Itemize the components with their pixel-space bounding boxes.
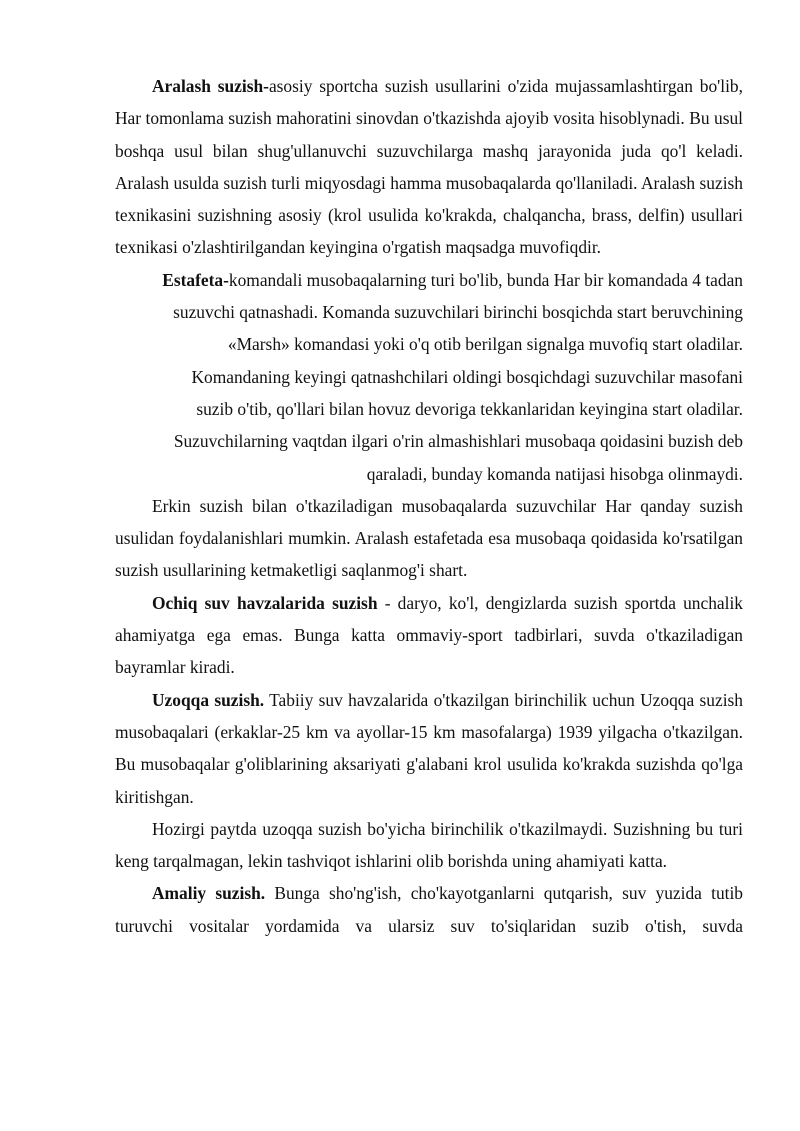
estafeta-line: Komandaning keyingi qatnashchilari oldingi bosqichdagi suzuvchilar masofani [191,366,743,387]
paragraph-text: Tabiiy suv havzalarida o'tkazilgan birinchilik uchun Uzoqqa suzish musobaqalari (erkaklar-25 km va ayollar-15 km masofalarga) 1939 yilgacha o'tkazilgan. Bu musobaqalar g'oliblarining aksariyati g'alabani krol usulida ko'krakda suzishda qo'lga kiritishgan. [115,689,744,807]
paragraph-estafeta [115,264,743,490]
term-estafeta: Estafeta- [162,269,229,290]
paragraph-text: Hozirgi paytda uzoqqa suzish bo'yicha birinchilik o'tkazilmaydi. Suzishning bu turi keng tarqalmagan, lekin tashviqot ishlarini olib borishda uning ahamiyati katta. [115,818,743,872]
paragraph-text: Erkin suzish bilan o'tkaziladigan musobaqalarda suzuvchilar Har qanday suzish usulidan foydalanishlari mumkin. Aralash estafetada esa musobaqa qoidasida ko'rsatilgan suzish usullarining ketmaketligi saqlanmog'i shart. [115,495,743,581]
term-uzoqqa-suzish: Uzoqqa suzish. [152,689,265,710]
estafeta-line: «Marsh» komandasi yoki o'q otib berilgan signalga muvofiq start oladilar. [227,334,743,355]
term-amaliy-suzish: Amaliy suzish. [152,883,266,904]
estafeta-line: Suzuvchilarning vaqtdan ilgari o'rin almashishlari musobaqa qoidasini buzish deb [173,431,743,452]
paragraph-text: Bunga sho'ng'ish, cho'kayotganlarni qutqarish, suv yuzida tutib turuvchi vositalar yordamida va ularsiz suv to'siqlaridan suzib o'tish, suvda [115,883,743,936]
term-aralash-suzish: Aralash suzish- [152,76,269,96]
term-ochiq-suv: Ochiq suv havzalarida suzish [152,592,378,613]
paragraph-amaliy-suzish [115,877,743,942]
paragraph-erkin-suzish [115,490,743,587]
paragraph-aralash-suzish [115,70,743,264]
paragraph-text: - daryo, ko'l, dengizlarda suzish sportda unchalik ahamiyatga ega emas. Bunga katta ommaviy-sport tadbirlari, suvda o'tkaziladigan bayramlar kiradi. [115,592,743,678]
estafeta-line: suzuvchi qatnashadi. Komanda suzuvchilari birinchi bosqichda start beruvchining [173,302,743,323]
paragraph-uzoqqa-suzish [115,684,743,813]
estafeta-line: qaraladi, bunday komanda natijasi hisobga olinmaydi. [366,463,743,484]
estafeta-line: Estafeta-komandali musobaqalarning turi bo'lib, bunda Har bir komandada 4 tadan [162,269,743,290]
paragraph-text: asosiy sportcha suzish usullarini o'zida mujassamlashtirgan bo'lib, Har tomonlama suzish mahoratini sinovdan o'tkazishda ajoyib vosita hisoblynadi. Bu usul boshqa usul bilan shug'ullanuvchi suzuvchilarga mashq jarayonida juda qo'l keladi. Aralash usulda suzish turli miqyosdagi hamma musobaqalarda qo'llaniladi. Aralash suzish texnikasini suzishning asosiy (krol usulida ko'krakda, chalqancha, brass, delfin) usullari texnikasi o'zlashtirilgandan keyingina o'rgatish maqsadga muvofiqdir. [115,76,743,258]
estafeta-line: suzib o'tib, qo'llari bilan hovuz devoriga tekkanlaridan keyingina start oladilar. [196,398,743,419]
paragraph-ochiq-suv [115,587,743,684]
paragraph-hozirgi-paytda [115,813,743,878]
